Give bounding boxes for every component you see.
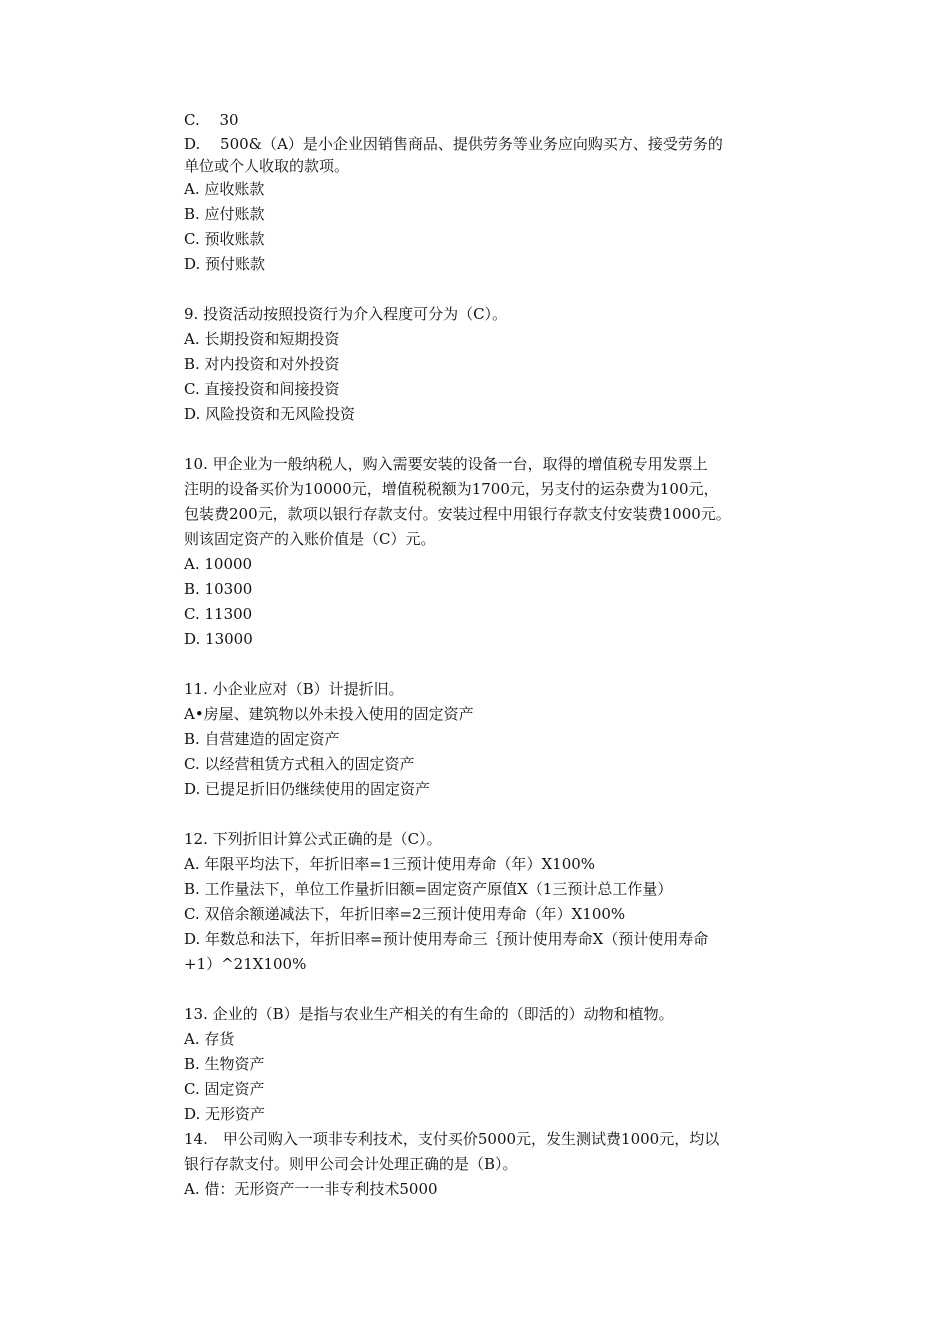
q8-answer-c: C. 预收账款	[184, 230, 265, 248]
q11-option-a: A•房屋、建筑物以外未投入使用的固定资产	[184, 705, 474, 723]
q10-option-a: A. 10000	[184, 555, 253, 573]
q14-stem-line2: 银行存款支付。则甲公司会计处理正确的是（B）。	[184, 1155, 518, 1173]
q8-answer-b: B. 应付账款	[184, 205, 265, 223]
q8-option-c: C. 30	[184, 111, 239, 129]
q10-stem-line4: 则该固定资产的入账价值是（C）元。	[184, 530, 436, 548]
q9-option-a: A. 长期投资和短期投资	[184, 330, 340, 348]
spacer	[184, 977, 824, 1002]
spacer	[184, 652, 824, 677]
q10-stem-line2: 注明的设备买价为10000元，增值税税额为1700元，另支付的运杂费为100元，	[184, 480, 719, 498]
q11-option-d: D. 已提足折旧仍继续使用的固定资产	[184, 780, 431, 798]
q10-option-d: D. 13000	[184, 630, 253, 648]
q10-stem-line1: 10. 甲企业为一般纳税人，购入需要安装的设备一台，取得的增值税专用发票上	[184, 455, 708, 473]
spacer	[184, 802, 824, 827]
q11-option-b: B. 自营建造的固定资产	[184, 730, 340, 748]
q13-option-a: A. 存货	[184, 1030, 235, 1048]
q13-stem: 13. 企业的（B）是指与农业生产相关的有生命的（即活的）动物和植物。	[184, 1005, 674, 1023]
q13-option-c: C. 固定资产	[184, 1080, 265, 1098]
q12-option-d: D. 年数总和法下，年折旧率=预计使用寿命三｛预计使用寿命X（预计使用寿命	[184, 930, 709, 948]
q9-option-b: B. 对内投资和对外投资	[184, 355, 340, 373]
q12-option-d-cont: +1）^21X100%	[184, 955, 307, 973]
q13-option-b: B. 生物资产	[184, 1055, 265, 1073]
q14-option-a: A. 借：无形资产一一非专利技术5000	[184, 1180, 438, 1198]
q12-option-a: A. 年限平均法下，年折旧率=1三预计使用寿命（年）X100%	[184, 855, 596, 873]
q12-stem: 12. 下列折旧计算公式正确的是（C）。	[184, 830, 442, 848]
document-page	[184, 108, 824, 1202]
q9-option-c: C. 直接投资和间接投资	[184, 380, 340, 398]
q13-option-d: D. 无形资产	[184, 1105, 266, 1123]
spacer	[184, 277, 824, 302]
q8-option-d-line1: D. 500&（A）是小企业因销售商品、提供劳务等业务应向购买方、接受劳务的	[184, 135, 723, 153]
q9-option-d: D. 风险投资和无风险投资	[184, 405, 356, 423]
q8-option-d-line2: 单位或个人收取的款项。	[184, 157, 350, 175]
q10-option-c: C. 11300	[184, 605, 253, 623]
q8-answer-a: A. 应收账款	[184, 180, 265, 198]
q11-option-c: C. 以经营租赁方式租入的固定资产	[184, 755, 415, 773]
q8-answer-d: D. 预付账款	[184, 255, 266, 273]
spacer	[184, 427, 824, 452]
q10-option-b: B. 10300	[184, 580, 253, 598]
q12-option-c: C. 双倍余额递减法下，年折旧率=2三预计使用寿命（年）X100%	[184, 905, 626, 923]
q12-option-b: B. 工作量法下，单位工作量折旧额=固定资产原值X（1三预计总工作量）	[184, 880, 673, 898]
q11-stem: 11. 小企业应对（B）计提折旧。	[184, 680, 404, 698]
q9-stem: 9. 投资活动按照投资行为介入程度可分为（C）。	[184, 305, 508, 323]
q14-stem-line1: 14. 甲公司购入一项非专利技术，支付买价5000元，发生测试费1000元，均以	[184, 1130, 720, 1148]
q10-stem-line3: 包装费200元，款项以银行存款支付。安装过程中用银行存款支付安装费1000元。	[184, 505, 731, 523]
